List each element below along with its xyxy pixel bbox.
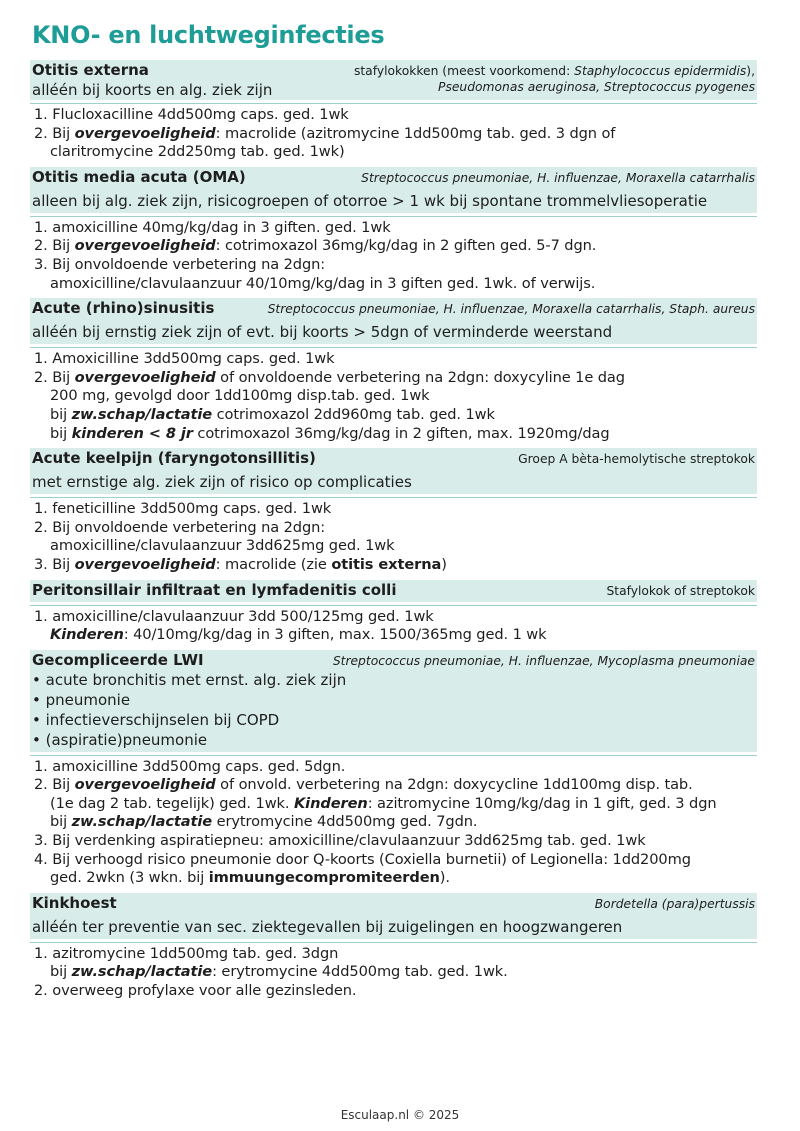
emphasis-text: zw.schap/lactatie — [71, 405, 213, 423]
emphasis-text: overgevoeligheid — [74, 368, 216, 386]
text: bij — [50, 405, 72, 423]
text: : macrolide (azitromycine 1dd500mg tab. ged. 3 dgn of — [215, 124, 616, 142]
section-title: Acute keelpijn (faryngotonsillitis) — [32, 449, 316, 468]
list-item: • (aspiratie)pneumonie — [32, 730, 755, 750]
section-body — [30, 606, 757, 647]
text: 2. Bij — [34, 124, 75, 142]
list-item: • pneumonie — [32, 690, 755, 710]
section-kinkhoest — [30, 893, 757, 1003]
emphasis-text: immuungecompromiteerden — [208, 869, 440, 887]
section-pathogen — [354, 60, 755, 95]
emphasis-text: zw.schap/lactatie — [71, 963, 213, 981]
list-item: • infectieverschijnselen bij COPD — [32, 710, 755, 730]
emphasis-text: kinderen < 8 jr — [71, 424, 193, 442]
indication-list — [32, 670, 755, 750]
text: ged. 2wkn (3 wkn. bij — [50, 869, 209, 887]
section-indication: alléén ter preventie van sec. ziektegevallen bij zuigelingen en hoogzwangeren — [32, 917, 623, 936]
treatment-line — [34, 963, 755, 982]
treatment-line: 1. amoxicilline 3dd500mg caps. ged. 5dgn. — [34, 757, 346, 775]
text: of onvold. verbetering na 2dgn: doxycycline 1dd100mg disp. tab. — [215, 776, 693, 794]
section-header — [30, 167, 757, 213]
section-acute-keelpijn — [30, 448, 757, 576]
text: (1e dag 2 tab. tegelijk) ged. 1wk. — [50, 794, 294, 812]
treatment-line — [34, 795, 755, 814]
pathogen-text: Streptococcus pneumoniae, H. influenzae, Moraxella catarrhalis — [361, 170, 755, 185]
emphasis-text: overgevoeligheid — [74, 237, 216, 255]
treatment-line — [34, 406, 755, 425]
text: bij — [50, 424, 72, 442]
section-header — [30, 580, 757, 602]
emphasis-text: zw.schap/lactatie — [71, 813, 213, 831]
pathogen-text: Groep A bèta-hemolytische streptokok — [518, 452, 755, 467]
section-indication: met ernstige alg. ziek zijn of risico op complicaties — [32, 473, 412, 492]
section-indication: alléén bij ernstig ziek zijn of evt. bij koorts > 5dgn of verminderde weerstand — [32, 323, 613, 342]
pathogen-text: Streptococcus pneumoniae, H. influenzae, Mycoplasma pneumoniae — [332, 653, 755, 668]
treatment-line: 1. amoxicilline 40mg/kg/dag in 3 giften. ged. 1wk — [34, 218, 391, 236]
treatment-line: 4. Bij verhoogd risico pneumonie door Q-koorts (Coxiella burnetii) of Legionella: 1dd200mg — [34, 850, 691, 868]
pathogen-text: Streptococcus pneumoniae, H. influenzae, Moraxella catarrhalis, Staph. aureus — [267, 302, 755, 317]
text: of onvoldoende verbetering na 2dgn: doxycyline 1e dag — [215, 368, 625, 386]
treatment-line — [34, 369, 755, 388]
emphasis-text: otitis externa — [331, 555, 442, 573]
text: ) — [441, 555, 447, 573]
section-header — [30, 893, 757, 939]
treatment-line: 200 mg, gevolgd door 1dd100mg disp.tab. ged. 1wk — [50, 387, 430, 405]
section-pathogen — [595, 893, 755, 912]
section-indication: alléén bij koorts en alg. ziek zijn — [32, 81, 273, 99]
treatment-line — [34, 556, 755, 575]
treatment-line — [34, 626, 755, 645]
section-title: Acute (rhino)sinusitis — [32, 299, 215, 318]
text: 2. Bij — [34, 237, 75, 255]
text: 2. Bij — [34, 776, 75, 794]
emphasis-text: overgevoeligheid — [74, 124, 216, 142]
treatment-line: 1. feneticilline 3dd500mg caps. ged. 1wk — [34, 500, 332, 518]
treatment-line — [34, 425, 755, 444]
list-item: • acute bronchitis met ernst. alg. ziek zijn — [32, 670, 755, 690]
treatment-line: 3. Bij onvoldoende verbetering na 2dgn: — [34, 255, 326, 273]
section-title: Otitis externa — [32, 61, 149, 79]
section-body — [30, 348, 757, 445]
section-indication: alleen bij alg. ziek zijn, risicogroepen of otorroe > 1 wk bij spontane trommelvliesoperatie — [32, 191, 708, 210]
section-otitis-media-acuta — [30, 167, 757, 295]
section-header — [30, 448, 757, 494]
text: bij — [50, 963, 72, 981]
section-pathogen — [606, 580, 755, 599]
text: : macrolide (zie — [215, 555, 332, 573]
section-body — [30, 104, 757, 164]
treatment-line — [34, 813, 755, 832]
treatment-line: 2. overweeg profylaxe voor alle gezinsleden. — [34, 982, 357, 1000]
pathogen-text: Stafylokok of streptokok — [606, 583, 755, 598]
treatment-line — [34, 776, 755, 795]
treatment-line — [34, 869, 755, 888]
section-header — [30, 60, 757, 100]
pathogen-text: Bordetella (para)pertussis — [594, 896, 755, 911]
section-title: Peritonsillair infiltraat en lymfadenitis colli — [32, 580, 397, 599]
section-body — [30, 756, 757, 890]
section-header — [30, 298, 757, 344]
text: : azitromycine 10mg/kg/dag in 1 gift, ged. 3 dgn — [367, 794, 717, 812]
section-rhinosinusitis — [30, 298, 757, 445]
emphasis-text: overgevoeligheid — [74, 776, 216, 794]
text: : erytromycine 4dd500mg tab. ged. 1wk. — [212, 963, 508, 981]
text: bij — [50, 813, 72, 831]
treatment-line: amoxicilline/clavulaanzuur 3dd625mg ged. 1wk — [50, 537, 395, 555]
treatment-line: 3. Bij verdenking aspiratiepneu: amoxicilline/clavulaanzuur 3dd625mg tab. ged. 1wk — [34, 832, 646, 850]
page-footer: Esculaap.nl © 2025 — [340, 1108, 460, 1122]
section-pathogen — [361, 167, 755, 186]
treatment-line: 2. Bij onvoldoende verbetering na 2dgn: — [34, 518, 326, 536]
text: cotrimoxazol 36mg/kg/dag in 2 giften, max. 1920mg/dag — [192, 424, 610, 442]
treatment-line: amoxicilline/clavulaanzuur 40/10mg/kg/dag in 3 giften ged. 1wk. of verwijs. — [50, 274, 596, 292]
section-pathogen — [333, 650, 755, 669]
text: cotrimoxazol 2dd960mg tab. ged. 1wk — [212, 405, 495, 423]
treatment-line — [34, 237, 755, 256]
emphasis-text: Kinderen — [293, 794, 368, 812]
section-body — [30, 217, 757, 295]
section-body — [30, 943, 757, 1003]
treatment-line: 1. azitromycine 1dd500mg tab. ged. 3dgn — [34, 944, 339, 962]
section-title: Gecompliceerde LWI — [32, 650, 204, 669]
section-pathogen — [268, 298, 755, 317]
text: : cotrimoxazol 36mg/kg/dag in 2 giften ged. 5-7 dgn. — [215, 237, 597, 255]
section-header — [30, 650, 757, 752]
text: 2. Bij — [34, 368, 75, 386]
emphasis-text: Kinderen — [50, 626, 124, 644]
section-peritonsillair-infiltraat — [30, 580, 757, 647]
section-otitis-externa — [30, 60, 757, 164]
pathogen-text: Pseudomonas aeruginosa, Streptococcus pyogenes — [438, 80, 755, 94]
pathogen-text: ), — [746, 64, 755, 78]
treatment-line: 1. Flucloxacilline 4dd500mg caps. ged. 1wk — [34, 106, 349, 123]
section-body — [30, 498, 757, 576]
page — [30, 18, 757, 1006]
section-gecompliceerde-lwi — [30, 650, 757, 890]
text: erytromycine 4dd500mg ged. 7gdn. — [212, 813, 478, 831]
treatment-line — [34, 125, 755, 144]
section-pathogen — [518, 448, 755, 467]
text: : 40/10mg/kg/dag in 3 giften, max. 1500/365mg ged. 1 wk — [123, 626, 547, 644]
treatment-line: 1. Amoxicilline 3dd500mg caps. ged. 1wk — [34, 350, 335, 368]
pathogen-text: stafylokokken (meest voorkomend: — [353, 64, 575, 78]
text: ). — [439, 869, 450, 887]
section-title: Otitis media acuta (OMA) — [32, 167, 246, 186]
text: 3. Bij — [34, 555, 75, 573]
emphasis-text: overgevoeligheid — [74, 555, 216, 573]
treatment-line: 1. amoxicilline/clavulaanzuur 3dd 500/125mg ged. 1wk — [34, 607, 434, 625]
section-title: Kinkhoest — [32, 893, 117, 912]
pathogen-text: Staphylococcus epidermidis — [574, 64, 747, 78]
treatment-line: claritromycine 2dd250mg tab. ged. 1wk) — [50, 143, 345, 161]
page-title: KNO- en luchtweginfecties — [32, 21, 385, 49]
